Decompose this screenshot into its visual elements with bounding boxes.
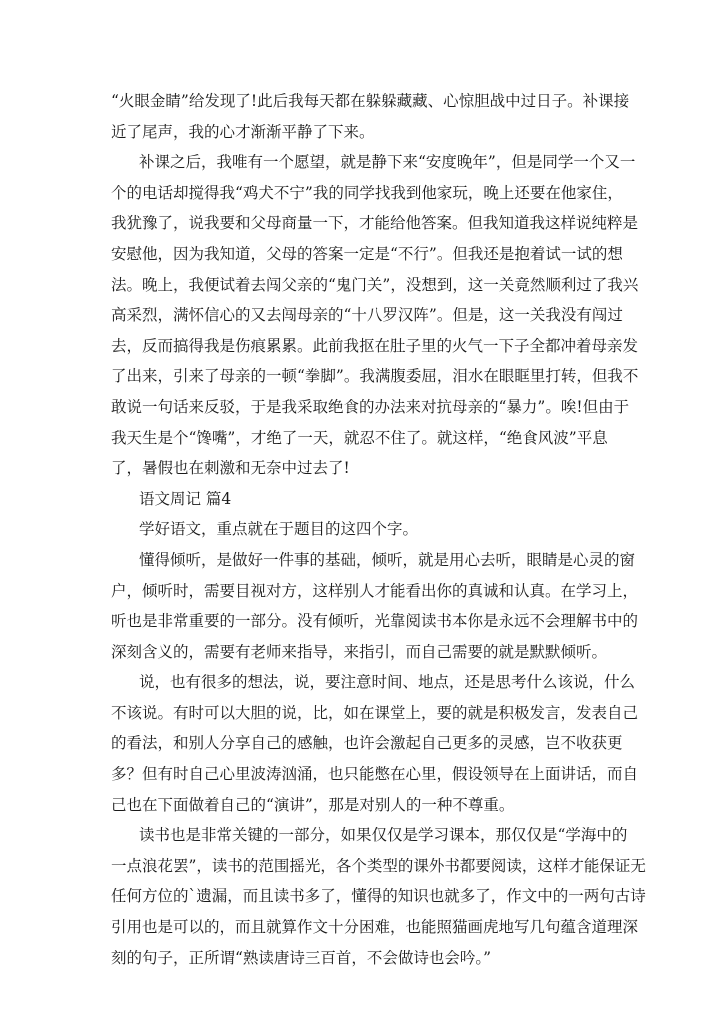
text-line: 学好语文，重点就在于题目的这四个字。: [139, 520, 419, 539]
text-line: 我犹豫了，说我要和父母商量一下，才能给他答案。但我知道我这样说纯粹是: [111, 214, 639, 233]
body-text: [111, 86, 646, 973]
text-line: 安慰他，因为我知道，父母的答案一定是“不行”。但我还是抱着试一试的想: [111, 244, 623, 263]
text-line: 补课之后，我唯有一个愿望，就是静下来“安度晚年”，但是同学一个又一: [139, 153, 636, 172]
text-line: 多？但有时自己心里波涛汹涌，也只能憋在心里，假设领导在上面讲话，而自: [111, 765, 639, 784]
text-line: 的看法，和别人分享自己的感触，也许会激起自己更多的灵感，岂不收获更: [111, 734, 623, 753]
text-line: 引用也是可以的，而且就算作文十分困难，也能照猫画虎地写几句蕴含道理深: [111, 918, 639, 937]
text-line: 说，也有很多的想法，说，要注意时间、地点，还是思考什么该说，什么: [139, 673, 636, 692]
text-line: 不该说。有时可以大胆的说，比，如在课堂上，要的就是积极发言，发表自己: [111, 703, 639, 722]
text-line: 听也是非常重要的一部分。没有倾听，光靠阅读书本你是永远不会理解书中的: [111, 612, 639, 631]
text-line: 懂得倾听，是做好一件事的基础，倾听，就是用心去听，眼睛是心灵的窗: [139, 550, 636, 569]
text-line: 了出来，引来了母亲的一顿“拳脚”。我满腹委屈，泪水在眼眶里打转，但我不: [111, 367, 639, 386]
text-line: 读书也是非常关键的一部分，如果仅仅是学习课本，那仅仅是“学海中的: [139, 826, 628, 845]
text-line: 深刻含义的，需要有老师来指导，来指引，而自己需要的就是默默倾听。: [111, 642, 608, 661]
text-line: 刻的句子，正所谓“熟读唐诗三百首，不会做诗也会吟。”: [111, 948, 492, 967]
text-line: 近了尾声，我的心才渐渐平静了下来。: [111, 122, 375, 141]
text-line: 法。晚上，我便试着去闯父亲的“鬼门关”，没想到，这一关竟然顺利过了我兴: [111, 275, 639, 294]
text-line: 去，反而搞得我是伤痕累累。此前我抠在肚子里的火气一下子全都冲着母亲发: [111, 336, 639, 355]
text-line: “火眼金睛”给发现了!此后我每天都在躲躲藏藏、心惊胆战中过日子。补课接: [111, 92, 630, 110]
text-line: 高采烈，满怀信心的又去闯母亲的“十八罗汉阵”。但是，这一关我没有闯过: [111, 306, 623, 325]
text-line: 敢说一句话来反驳，于是我采取绝食的办法来对抗母亲的“暴力”。唉!但由于: [111, 397, 630, 416]
text-line: 一点浪花罢”，读书的范围摇光，各个类型的课外书都要阅读，这样才能保证无: [111, 856, 646, 875]
section-heading: 语文周记 篇4: [139, 489, 232, 508]
text-line: 户，倾听时，需要目视对方，这样别人才能看出你的真诚和认真。在学习上，: [111, 581, 639, 600]
text-line: 我天生是个“馋嘴”，才绝了一天，就忍不住了。就这样，“绝食风波”平息: [111, 428, 608, 447]
text-line: 己也在下面做着自己的“演讲”，那是对别人的一种不尊重。: [111, 795, 515, 814]
text-line: 任何方位的`遗漏，而且读书多了，懂得的知识也就多了，作文中的一两句古诗: [111, 887, 646, 906]
text-line: 个的电话却搅得我“鸡犬不宁”我的同学找我到他家玩，晚上还要在他家住，: [111, 183, 623, 202]
text-line: 了，暑假也在刺激和无奈中过去了!: [111, 459, 350, 478]
